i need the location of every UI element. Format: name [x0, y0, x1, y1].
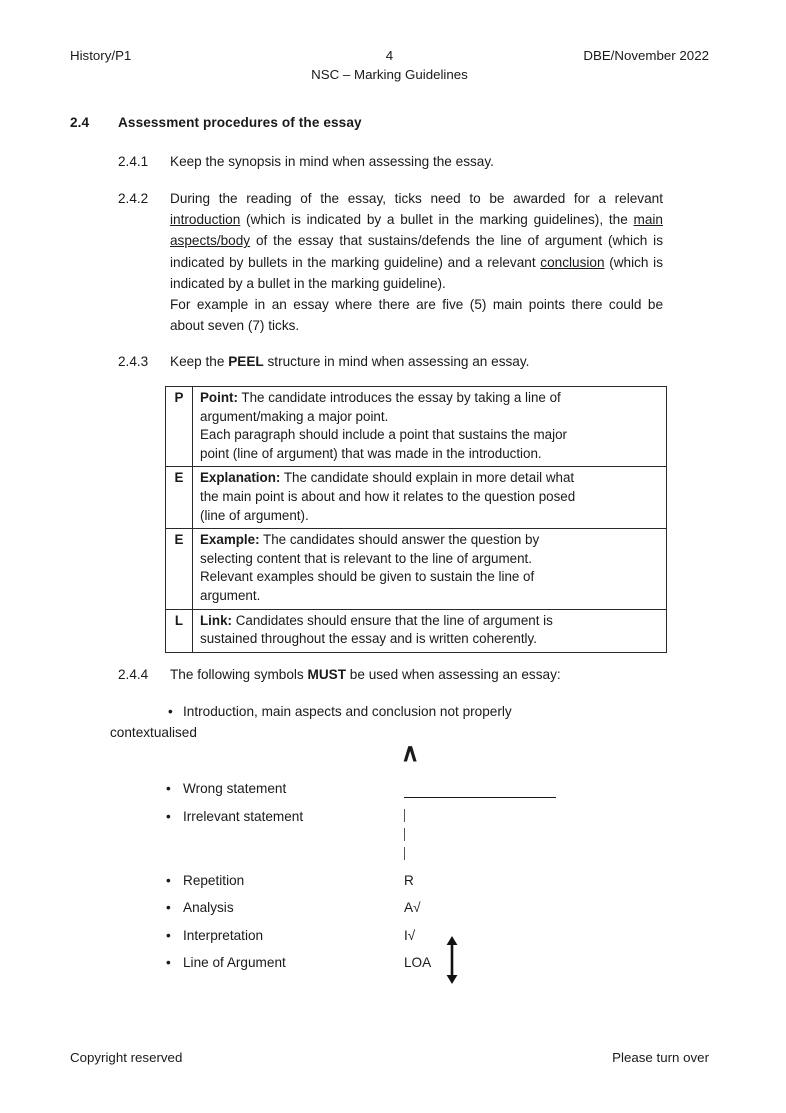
list-item	[166, 872, 666, 900]
peel-point-line-2: argument/making a major point.	[200, 408, 389, 424]
peel-point-text-1: The candidate introduces the essay by taking a line of	[237, 390, 561, 405]
term-conclusion: conclusion	[540, 254, 605, 270]
bullet-icon: •	[166, 781, 171, 796]
item-2-4-4-prefix: The following symbols	[170, 667, 308, 682]
peel-desc-point	[193, 387, 667, 467]
item-2-4-2-part3: of the essay that sustains/defends the line of argument (which is indicated by bullets in the marking guideline) and a relevant	[170, 233, 663, 270]
peel-link-line-1	[200, 612, 661, 631]
peel-table	[165, 386, 667, 653]
item-2-4-4-number: 2.4.4	[118, 667, 149, 682]
item-2-4-4-text	[170, 664, 663, 685]
item-2-4-1-text: Keep the synopsis in mind when assessing the essay.	[170, 154, 494, 169]
list-item	[166, 780, 666, 808]
caret-symbol-icon: ∧	[401, 739, 420, 767]
term-peel: PEEL	[228, 354, 264, 369]
peel-explanation-text-1: The candidate should explain in more detail what	[280, 470, 575, 486]
legend-contextualised-line2: contextualised	[110, 725, 197, 741]
legend-label-wrong-statement: Wrong statement	[183, 781, 287, 796]
term-main-aspects-body: main aspects/body	[170, 212, 663, 249]
list-item	[166, 927, 666, 955]
item-2-4-3-number: 2.4.3	[118, 354, 149, 369]
legend-label-interpretation: Interpretation	[183, 927, 264, 943]
peel-explanation-term: Explanation:	[200, 470, 281, 486]
bullet-icon: •	[166, 927, 171, 943]
peel-desc-explanation	[193, 467, 667, 529]
item-2-4-3-prefix: Keep the	[170, 354, 229, 369]
table-row	[166, 467, 667, 529]
item-2-4-3	[118, 351, 663, 372]
peel-point-term: Point:	[200, 390, 238, 405]
item-2-4-2-part1: During the reading of the essay, ticks need to be awarded for a relevant	[170, 191, 663, 206]
peel-example-line-1	[200, 531, 661, 550]
item-2-4-3-text	[170, 351, 663, 372]
list-item	[166, 954, 666, 982]
header-subject: History/P1	[70, 48, 132, 63]
bullet-icon: •	[168, 704, 173, 719]
legend-label-analysis: Analysis	[183, 900, 234, 916]
peel-desc-example	[193, 529, 667, 609]
peel-key-e1: E	[166, 467, 193, 529]
legend-contextualised-line1: Introduction, main aspects and conclusion not properly	[183, 704, 512, 719]
table-row	[166, 529, 667, 609]
peel-explanation-line-2: the main point is about and how it relates to the question posed	[200, 488, 576, 504]
symbol-legend-list	[166, 780, 666, 982]
item-2-4-4-suffix: be used when assessing an essay:	[346, 667, 561, 682]
item-2-4-2-part2: (which is indicated by a bullet in the marking guidelines), the	[240, 212, 634, 228]
peel-key-e2: E	[166, 529, 193, 609]
bullet-icon: •	[166, 872, 171, 888]
item-2-4-1-number: 2.4.1	[118, 154, 149, 169]
item-2-4-4	[118, 664, 663, 685]
section-number: 2.4	[70, 115, 90, 130]
legend-item-contextualised	[110, 701, 670, 743]
item-2-4-2	[118, 188, 663, 336]
horizontal-rule-symbol-icon	[404, 797, 556, 798]
item-2-4-2-text	[170, 188, 663, 294]
bullet-icon: •	[166, 808, 171, 824]
peel-link-term: Link:	[200, 612, 232, 628]
legend-symbol-interpretation: I√	[404, 927, 416, 943]
header-exam-session: DBE/November 2022	[583, 48, 709, 63]
legend-label-irrelevant-statement: Irrelevant statement	[183, 808, 304, 824]
table-row	[166, 609, 667, 652]
page-header	[70, 46, 709, 84]
footer-turn-over: Please turn over	[612, 1050, 709, 1065]
peel-example-line-2: selecting content that is relevant to the line of argument.	[200, 550, 532, 566]
peel-table-body	[166, 387, 667, 653]
peel-example-line-4: argument.	[200, 587, 261, 603]
section-heading	[70, 115, 362, 130]
peel-point-line-1	[200, 389, 661, 408]
header-page-number: 4	[385, 48, 394, 63]
item-2-4-1	[118, 151, 663, 172]
section-title-text: Assessment procedures of the essay	[118, 115, 362, 130]
peel-example-line-3: Relevant examples should be given to sustain the line of	[200, 569, 535, 585]
legend-symbol-line-of-argument: LOA	[404, 955, 432, 971]
term-introduction: introduction	[170, 212, 241, 228]
peel-point-line-3: Each paragraph should include a point that sustains the major	[200, 427, 567, 443]
footer-copyright: Copyright reserved	[70, 1050, 183, 1065]
page-header-line2	[70, 65, 709, 84]
header-document-type: NSC – Marking Guidelines	[311, 67, 468, 82]
item-2-4-3-suffix: structure in mind when assessing an essay.	[263, 354, 530, 369]
item-2-4-2-part4: (which is indicated by a bullet in the marking guideline).	[170, 254, 663, 291]
legend-symbol-analysis: A√	[404, 900, 421, 916]
peel-link-line-2: sustained throughout the essay and is written coherently.	[200, 631, 537, 647]
peel-explanation-line-3: (line of argument).	[200, 507, 309, 523]
peel-key-p: P	[166, 387, 193, 467]
list-item	[166, 808, 666, 872]
double-headed-arrow-icon	[444, 936, 460, 989]
list-item	[166, 899, 666, 927]
vertical-bars-symbol-icon	[404, 809, 405, 866]
table-row	[166, 387, 667, 467]
page-header-line1	[70, 46, 709, 65]
legend-symbol-repetition: R	[404, 872, 414, 888]
peel-example-term: Example:	[200, 532, 260, 548]
legend-label-line-of-argument: Line of Argument	[183, 955, 286, 971]
peel-example-text-1: The candidates should answer the question by	[259, 532, 540, 548]
peel-point-line-4: point (line of argument) that was made in the introduction.	[200, 445, 542, 461]
legend-label-repetition: Repetition	[183, 872, 245, 888]
term-must: MUST	[307, 667, 347, 682]
bullet-icon: •	[166, 900, 171, 916]
item-2-4-2-second-paragraph: For example in an essay where there are five (5) main points there could be about seven (7) ticks.	[170, 297, 663, 334]
item-2-4-2-number: 2.4.2	[118, 191, 149, 206]
peel-link-text-1: Candidates should ensure that the line of argument is	[232, 612, 553, 628]
bullet-icon: •	[166, 955, 171, 971]
peel-key-l: L	[166, 609, 193, 652]
peel-explanation-line-1	[200, 469, 661, 488]
peel-desc-link	[193, 609, 667, 652]
